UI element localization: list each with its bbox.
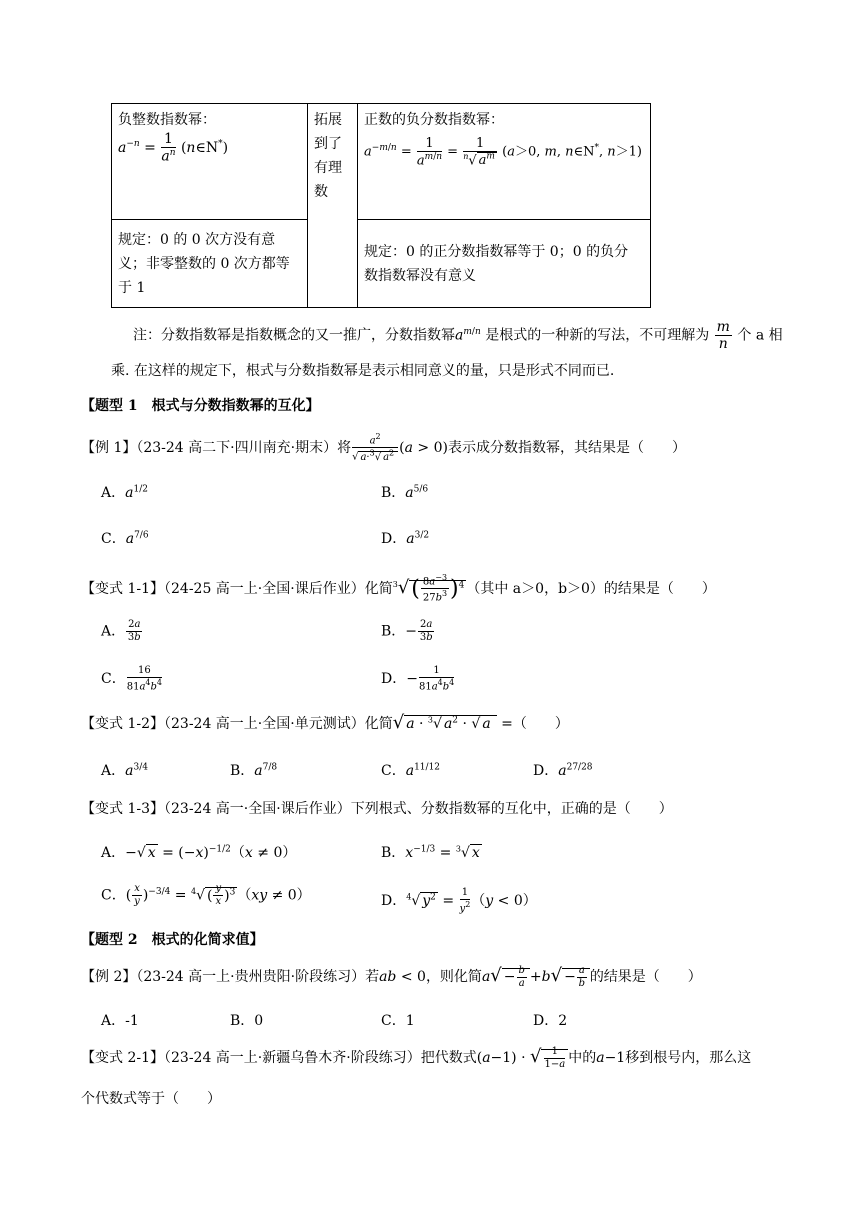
example-2-label: 【例 2】 [81, 969, 137, 985]
v12-option-c[interactable]: C．$a^{11/12}$ [381, 762, 441, 779]
variant-2-1-source: （23-24 高一上·新疆乌鲁木齐·阶段练习）把代数式 [164, 1050, 477, 1066]
ex2-option-c[interactable]: C．1 [381, 1013, 415, 1029]
note-text-1: 注：分数指数幂是指数概念的又一推广，分数指数幂 [133, 327, 455, 344]
frac-rule: 规定：0 的正分数指数幂等于 0；0 的负分数指数幂没有意义 [364, 243, 629, 284]
note-text-1c: 个 a 相 [737, 327, 783, 344]
v13-option-a[interactable]: A．−√ $x = (-x)^{-1/2}(x \ne 0)$ [101, 844, 297, 861]
variant-1-2-label: 【变式 1-2】 [81, 716, 164, 732]
variant-1-2-expression: a · $^3$√ $a^2$ · √ a [404, 715, 496, 732]
extend-label: 拓展到了有理数 [314, 112, 342, 200]
variant-1-2-source: （23-24 高一上·全国·单元测试）化简 [164, 716, 393, 732]
variant-1-3-source: （23-24 高一·全国·课后作业）下列根式、分数指数幂的互化中，正确的是（ ） [164, 801, 673, 817]
v13-option-c[interactable]: C．( $\frac{x}{y}$ )$^{-3/4}$ = $^4$√ ( $\frac{y}{x}$ )$^3$ （xy ≠ 0） [101, 883, 311, 907]
example-1-source: （23-24 高二下·四川南充·期末）将 [136, 439, 352, 456]
v13-option-d[interactable]: D．$^4$√ $y^2$ = $\frac{1}{y^2}$ （y < 0） [381, 887, 537, 915]
variant-1-1-source: （24-25 高一上·全国·课后作业）化简 [164, 580, 393, 597]
variant-1-3 [81, 798, 673, 818]
example-2: 【例 2】（23-24 高一上·贵州贵阳·阶段练习）若ab < 0，则化简a√ − $\frac{b}{a}$ +b√ − $\frac{a}{b}$ 的结果是（ ） [81, 964, 702, 989]
variant-1-2-tail: （ ） [512, 716, 569, 732]
variant-1-3-label: 【变式 1-3】 [81, 801, 164, 817]
v11-option-c[interactable]: C． $\frac{16}{81a^4b^4}$ [101, 665, 163, 693]
extend-cell [308, 104, 358, 308]
v12-option-d[interactable]: D．$a^{27/28}$ [533, 762, 593, 779]
ex1-option-b[interactable]: B．$a^{5/6}$ [381, 484, 429, 501]
ex2-option-d[interactable]: D．2 [533, 1013, 568, 1029]
ex2-option-a[interactable]: A．-1 [101, 1013, 139, 1029]
variant-1-1-expression: ( $\frac{8a^{-3}}{27b^3}$ )$^4$ [411, 573, 465, 604]
variant-2-1-tail2: 移到根号内，那么这 [625, 1050, 752, 1066]
example-1-expression: $\frac{a^2}{√ a\cdot^3√ a^2}$ [352, 433, 398, 463]
example-2-mid: ，则化简 [425, 969, 482, 985]
v12-option-a[interactable]: A．$a^{3/4}$ [101, 762, 148, 779]
ex1-option-a[interactable]: A．$a^{1/2}$ [101, 484, 148, 501]
variant-2-1: 【变式 2-1】（23-24 高一上·新疆乌鲁木齐·阶段练习）把代数式(a−1) · √ $\frac{1}{1-a}$ 中的a−1移到根号内，那么这 [81, 1045, 752, 1070]
example-1-label: 【例 1】 [81, 439, 137, 456]
note-text-1b: 是根式的一种新的写法，不可理解为 [485, 327, 710, 344]
pos-neg-frac-title: 正数的负分数指数幂： [364, 112, 504, 128]
note-line-2: 乘. 在这样的规定下，根式与分数指数幂是表示相同意义的量，只是形式不同而已. [111, 363, 615, 379]
neg-int-formula: $a^{-n}$ = $\frac{1}{a^n}$ (n∈N*) [118, 131, 229, 165]
variant-1-1: 【变式 1-1】（24-25 高一上·全国·课后作业）化简$^3$√( $\frac{8a^{-3}}{27b^3}$ )$^4$ （其中 a＞0，b＞0）的结果是（ ） [81, 573, 716, 604]
ex1-option-d[interactable]: D．$a^{3/2}$ [381, 530, 430, 547]
note-line-1: 注：分数指数幂是指数概念的又一推广，分数指数幂$a^{m/n}$ 是根式的一种新的写法，不可理解为 $\frac{m}{n}$ 个 a 相 [133, 319, 783, 352]
neg-int-cell [112, 104, 308, 220]
ex1-option-c[interactable]: C．$a^{7/6}$ [101, 530, 149, 547]
variant-2-1-line-2: 个代数式等于（ ） [81, 1091, 221, 1107]
type2-header: 【题型 2 根式的化简求值】 [81, 932, 264, 948]
variant-1-1-label: 【变式 1-1】 [81, 580, 164, 597]
variant-1-2: 【变式 1-2】（23-24 高一上·全国·单元测试）化简√ a · $^3$√ $a^2$ · √ a =（ ） [81, 712, 569, 733]
example-2-tail: 的结果是（ ） [589, 969, 702, 985]
exponent-rules-table [111, 103, 651, 308]
example-1: 【例 1】（23-24 高二下·四川南充·期末）将 $\frac{a^2}{√ a\cdot^3√ a^2}$ (a > 0)表示成分数指数幂，其结果是（ ） [81, 432, 686, 463]
v13-option-b[interactable]: B．$x^{-1/3} = ^3√$ x [381, 844, 480, 861]
variant-1-1-tail: （其中 a＞0，b＞0）的结果是（ ） [466, 580, 716, 597]
example-1-tail: 表示成分数指数幂，其结果是（ ） [447, 439, 686, 456]
example-2-source: （23-24 高一上·贵州贵阳·阶段练习）若 [136, 969, 380, 985]
neg-int-rule-cell [112, 220, 308, 308]
frac-rule-cell [358, 220, 651, 308]
variant-2-1-tail: 中的 [568, 1050, 597, 1066]
neg-int-rule: 规定：0 的 0 次方没有意义；非零整数的 0 次方都等于 1 [118, 231, 290, 296]
neg-int-title: 负整数指数幂： [118, 112, 216, 128]
ex2-option-b[interactable]: B．0 [230, 1013, 264, 1029]
type1-header: 【题型 1 根式与分数指数幂的互化】 [81, 398, 320, 414]
v12-option-b[interactable]: B．$a^{7/8}$ [230, 762, 278, 779]
pos-frac-cell [358, 104, 651, 220]
variant-2-1-label: 【变式 2-1】 [81, 1050, 164, 1066]
v11-option-a[interactable]: A． $\frac{2a}{3b}$ [101, 619, 141, 643]
v11-option-d[interactable]: D．− $\frac{1}{81a^4b^4}$ [381, 665, 455, 693]
neg-frac-formula: $a^{-m/n}$ = $\frac{1}{a^{m/n}}$ = $\frac{1}{^n√ a^m}$ (a＞0, m, n∈N*, n＞1) [364, 135, 642, 168]
v11-option-b[interactable]: B．− $\frac{2a}{3b}$ [381, 619, 433, 643]
